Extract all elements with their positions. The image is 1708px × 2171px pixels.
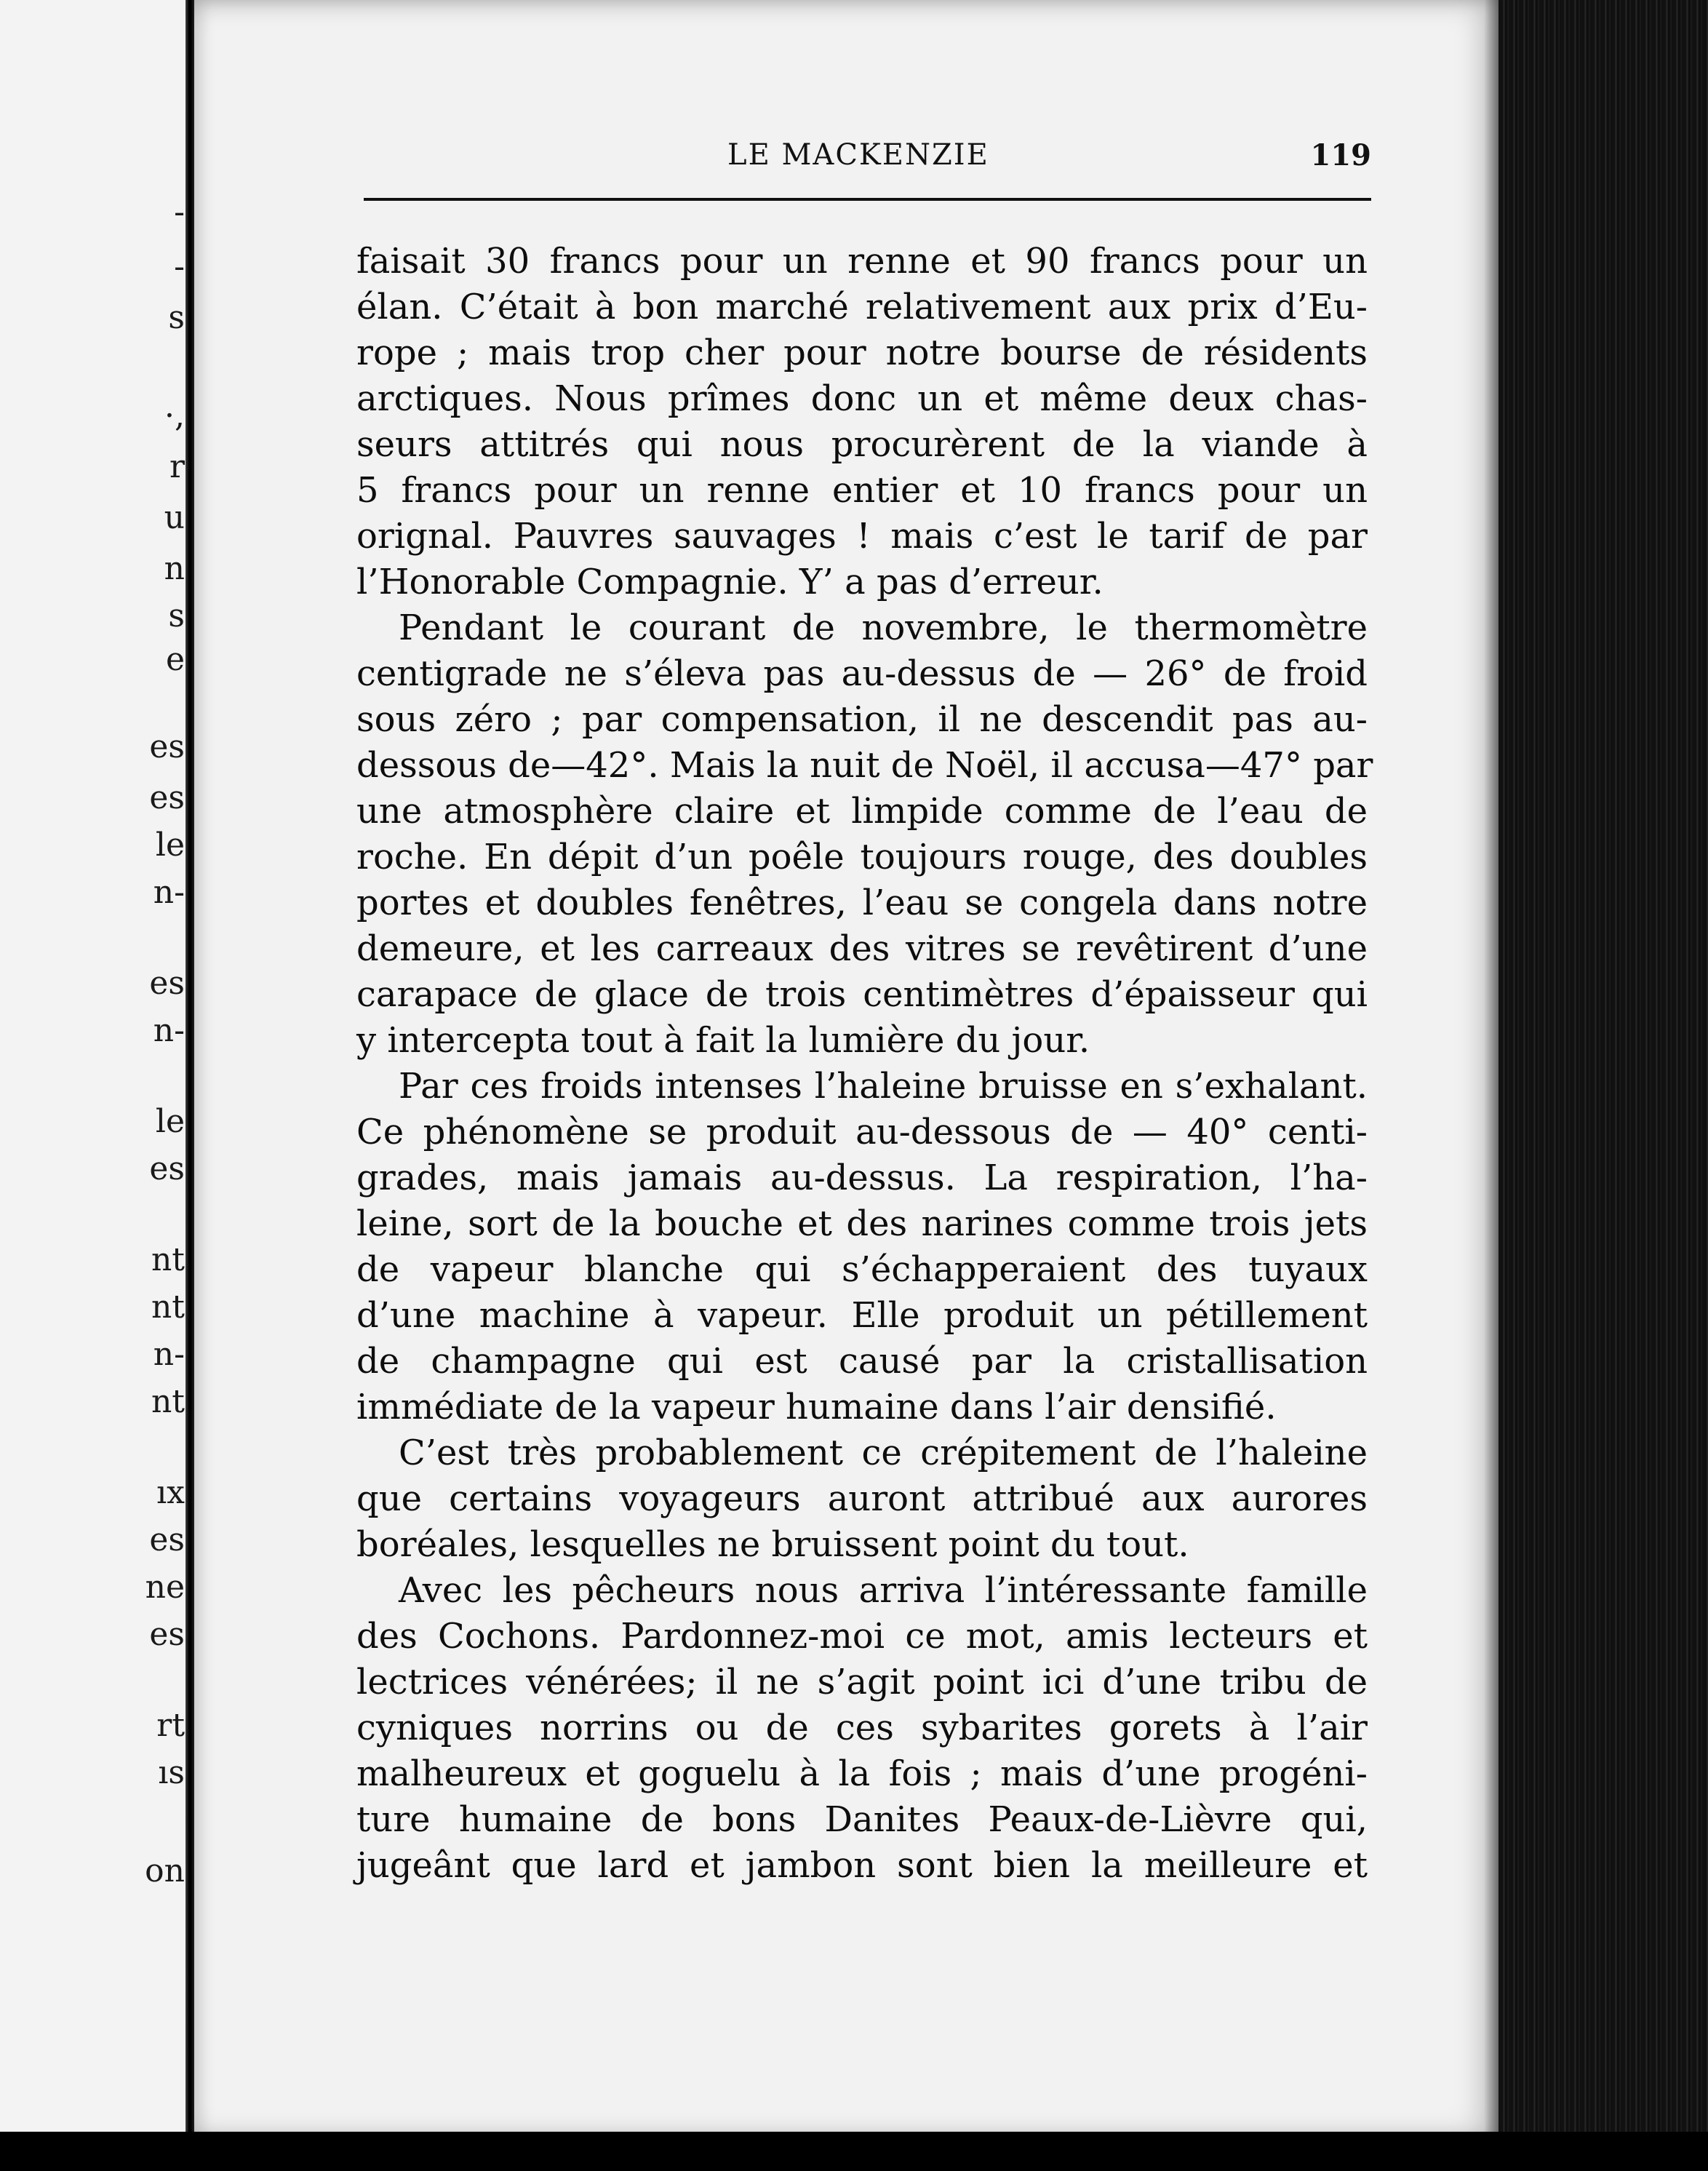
- facing-page-fragment: on: [145, 1852, 185, 1889]
- text-line: de champagne qui est causé par la cristallisation: [356, 1341, 1368, 1382]
- facing-page-fragment: ıx: [156, 1474, 185, 1511]
- facing-page: [0, 0, 195, 2171]
- body-text: [356, 239, 1373, 1889]
- text-line: jugeânt que lard et jambon sont bien la meilleure et: [356, 1845, 1368, 1886]
- text-line: de vapeur blanche qui s’échapperaient des tuyaux: [356, 1249, 1368, 1290]
- text-line: des Cochons. Pardonnez-moi ce mot, amis lecteurs et: [356, 1616, 1368, 1657]
- text-line: faisait 30 francs pour un renne et 90 francs pour un: [356, 241, 1368, 282]
- facing-page-fragment: nt: [151, 1288, 185, 1326]
- text-line: demeure, et les carreaux des vitres se revêtirent d’une: [356, 928, 1368, 969]
- text-line: malheureux et goguelu à la fois ; mais d’une progéni-: [356, 1753, 1368, 1794]
- header-rule: [364, 198, 1371, 201]
- facing-page-fragment: rt: [156, 1707, 185, 1744]
- facing-page-fragment: -: [174, 248, 185, 285]
- running-title: LE MACKENZIE: [727, 138, 989, 172]
- text-line: 5 francs pour un renne entier et 10 francs pour un: [356, 470, 1368, 511]
- text-line: lectrices vénérées; il ne s’agit point ici d’une tribu de: [356, 1662, 1368, 1702]
- text-line: arctiques. Nous prîmes donc un et même deux chas-: [356, 378, 1368, 419]
- text-line: Avec les pêcheurs nous arriva l’intéressante famille: [399, 1570, 1368, 1611]
- text-line: sous zéro ; par compensation, il ne descendit pas au-: [356, 699, 1368, 740]
- facing-page-fragment: es: [149, 728, 185, 765]
- facing-page-fragment: n-: [153, 1012, 185, 1049]
- text-line: rope ; mais trop cher pour notre bourse de résidents: [356, 332, 1368, 373]
- facing-page-fragment: e: [165, 641, 185, 678]
- facing-page-fragment: ıs: [158, 1754, 185, 1791]
- facing-page-fragment: n-: [153, 874, 185, 911]
- facing-page-fragment: ·,: [164, 397, 185, 434]
- facing-page-fragment: es: [149, 1150, 185, 1187]
- page-number: 119: [1310, 138, 1371, 172]
- text-line: Ce phénomène se produit au-dessous de — 40° centi-: [356, 1112, 1368, 1152]
- text-line: élan. C’était à bon marché relativement aux prix d’Eu-: [356, 287, 1368, 327]
- text-line: Pendant le courant de novembre, le thermomètre: [399, 608, 1368, 648]
- text-line: immédiate de la vapeur humaine dans l’air densifié.: [356, 1387, 1277, 1427]
- facing-page-fragment: le: [155, 1103, 185, 1140]
- text-line: ture humaine de bons Danites Peaux-de-Lièvre qui,: [356, 1799, 1368, 1840]
- text-line: dessous de—42°. Mais la nuit de Noël, il accusa—47° par: [356, 745, 1373, 786]
- text-line: roche. En dépit d’un poêle toujours rouge, des doubles: [356, 837, 1368, 877]
- facing-page-fragment: s: [168, 597, 185, 634]
- facing-page-text-fragments: [134, 0, 185, 2171]
- text-line: une atmosphère claire et limpide comme de l’eau de: [356, 791, 1368, 832]
- book-gutter: [185, 0, 194, 2171]
- facing-page-fragment: es: [149, 965, 185, 1002]
- text-line: boréales, lesquelles ne bruissent point du tout.: [356, 1524, 1189, 1565]
- text-line: Par ces froids intenses l’haleine bruisse en s’exhalant.: [399, 1066, 1368, 1107]
- text-line: d’une machine à vapeur. Elle produit un pétillement: [356, 1295, 1368, 1336]
- facing-page-fragment: es: [149, 1521, 185, 1558]
- facing-page-fragment: es: [149, 779, 185, 816]
- text-line: portes et doubles fenêtres, l’eau se congela dans notre: [356, 883, 1368, 923]
- facing-page-fragment: r: [169, 448, 185, 485]
- text-line: centigrade ne s’éleva pas au-dessus de — 26° de froid: [356, 653, 1368, 694]
- running-head: [364, 138, 1371, 182]
- text-line: C’est très probablement ce crépitement de l’haleine: [399, 1433, 1368, 1473]
- facing-page-fragment: nt: [151, 1241, 185, 1278]
- facing-page-fragment: u: [164, 499, 185, 536]
- text-line: que certains voyageurs auront attribué aux aurores: [356, 1478, 1368, 1519]
- text-line: orignal. Pauvres sauvages ! mais c’est le tarif de par: [356, 516, 1368, 557]
- facing-page-fragment: s: [168, 299, 185, 336]
- text-line: y intercepta tout à fait la lumière du jour.: [356, 1020, 1090, 1061]
- text-line: leine, sort de la bouche et des narines comme trois jets: [356, 1203, 1368, 1244]
- text-line: seurs attitrés qui nous procurèrent de la viande à: [356, 424, 1368, 465]
- text-line: carapace de glace de trois centimètres d’épaisseur qui: [356, 974, 1368, 1015]
- facing-page-fragment: es: [149, 1616, 185, 1653]
- facing-page-fragment: n: [164, 550, 185, 587]
- book-page-edges: [1499, 0, 1708, 2171]
- facing-page-fragment: n-: [153, 1336, 185, 1373]
- scan-bottom-border: [0, 2132, 1708, 2171]
- text-line: l’Honorable Compagnie. Y’ a pas d’erreur.: [356, 562, 1104, 602]
- text-line: cyniques norrins ou de ces sybarites gorets à l’air: [356, 1708, 1368, 1748]
- text-line: grades, mais jamais au-dessus. La respiration, l’ha-: [356, 1158, 1368, 1198]
- facing-page-fragment: ne: [145, 1569, 185, 1606]
- facing-page-fragment: nt: [151, 1383, 185, 1420]
- facing-page-fragment: -: [174, 194, 185, 231]
- facing-page-fragment: le: [155, 826, 185, 864]
